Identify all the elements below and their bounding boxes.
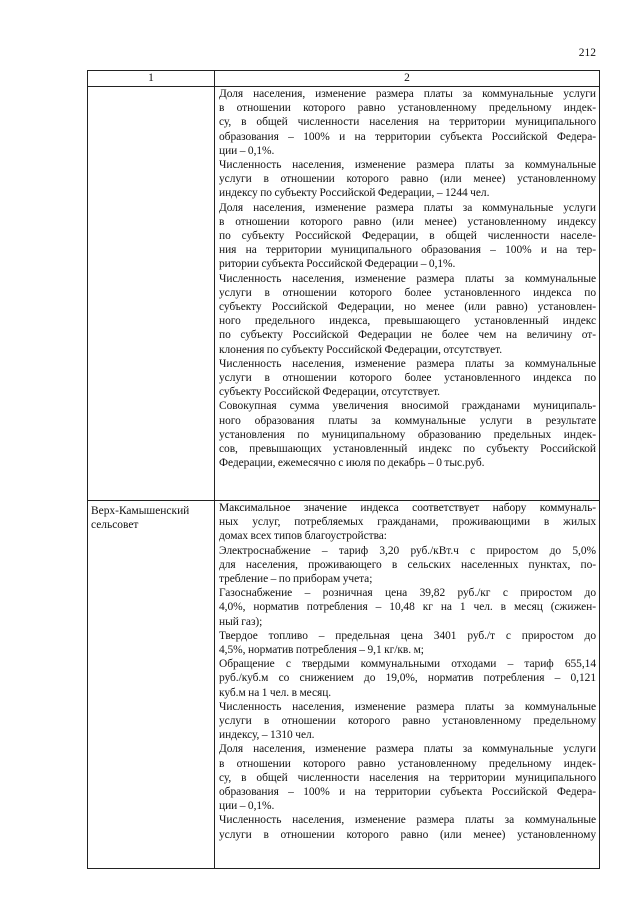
text-line: Доля населения, изменение размера платы за коммунальные услуги bbox=[219, 743, 596, 756]
text-line: в отношении которого равно установленному предельному индек- bbox=[219, 102, 596, 115]
document-table bbox=[87, 70, 600, 869]
text-line: услуги в отношении которого равно (или менее) установленному bbox=[219, 173, 596, 186]
text-line: требление – по приборам учета; bbox=[219, 573, 373, 586]
text-line: Численность населения, изменение размера платы за коммунальные bbox=[219, 272, 596, 285]
page-number: 212 bbox=[578, 47, 596, 59]
text-line: 4,5%, норматив потребления – 9,1 кг/кв. м; bbox=[219, 644, 424, 657]
column-header-1: 1 bbox=[88, 71, 215, 87]
text-line: куб.м на 1 чел. в месяц. bbox=[219, 686, 332, 699]
table-header-row bbox=[88, 71, 600, 87]
text-line: ции – 0,1%. bbox=[219, 800, 275, 813]
text-line: установления по муниципальному образованию предельных индек- bbox=[219, 428, 596, 441]
text-line: 4,0%, норматив потребления – 10,48 кг на 1 чел. в месяц (сжижен- bbox=[219, 601, 596, 614]
text-line: Электроснабжение – тариф 3,20 руб./кВт.ч с приростом до 5,0% bbox=[219, 544, 596, 557]
text-line: образования – 100% и на территории субъекта Российской Федера- bbox=[219, 786, 596, 799]
text-line: Газоснабжение – розничная цена 39,82 руб./кг с приростом до bbox=[219, 587, 596, 600]
municipality-name-line: Верх-Камышенский bbox=[91, 505, 190, 517]
text-line: Обращение с твердыми коммунальными отходами – тариф 655,14 bbox=[219, 658, 596, 671]
municipality-name-line: сельсовет bbox=[91, 519, 139, 532]
text-line: ния на территории муниципального образования – 100% и на тер- bbox=[219, 244, 596, 257]
text-line: Численность населения, изменение размера платы за коммунальные bbox=[219, 159, 596, 172]
text-line: услуги в отношении которого равно установленному предельному bbox=[219, 715, 596, 728]
text-paragraph bbox=[219, 501, 596, 544]
text-line: индексу по субъекту Российской Федерации, – 1244 чел. bbox=[219, 187, 490, 200]
description-cell bbox=[215, 501, 600, 869]
text-line: субъекту Российской Федерации, но менее (или равно) установлен- bbox=[219, 301, 596, 314]
text-line: образования – 100% и на территории субъекта Российской Федера- bbox=[219, 130, 596, 143]
text-line: для населения, проживающего в сельских населенных пунктах, по- bbox=[219, 558, 596, 571]
description-cell bbox=[215, 87, 600, 501]
text-line: клонения по субъекту Российской Федерации, отсутствует. bbox=[219, 343, 503, 356]
text-line: ного образования платы за коммунальные услуги в результате bbox=[219, 414, 596, 427]
text-line: в отношении которого равно установленному предельному индек- bbox=[219, 757, 596, 770]
text-line: Федерации, ежемесячно с июля по декабрь – 0 тыс.руб. bbox=[219, 457, 485, 470]
text-line: Совокупная сумма увеличения вносимой гражданами муниципаль- bbox=[219, 400, 596, 413]
text-line: по субъекту Российской Федерации, в общей численности населе- bbox=[219, 230, 596, 243]
text-paragraph bbox=[219, 544, 596, 587]
text-line: ного предельного индекса, превышающего установленный индекс bbox=[219, 315, 596, 328]
text-line: Доля населения, изменение размера платы за коммунальные услуги bbox=[219, 88, 596, 100]
text-line: услуги в отношении которого равно (или менее) установленному bbox=[219, 828, 596, 841]
text-paragraph bbox=[219, 657, 596, 700]
municipality-cell bbox=[88, 501, 215, 869]
text-line: Численность населения, изменение размера платы за коммунальные bbox=[219, 700, 596, 713]
text-line: ритории субъекта Российской Федерации – 0,1%. bbox=[219, 258, 456, 271]
text-line: Численность населения, изменение размера платы за коммунальные bbox=[219, 357, 596, 370]
text-line: сов, превышающих установленный индекс по субъекту Российской bbox=[219, 443, 596, 456]
text-paragraph bbox=[219, 700, 596, 743]
text-line: су, в общей численности населения на территории муниципального bbox=[219, 116, 596, 129]
text-line: руб./куб.м со снижением до 19,0%, норматив потребления – 0,121 bbox=[219, 672, 596, 685]
text-line: в отношении которого равно (или менее) установленному индексу bbox=[219, 215, 596, 228]
text-paragraph bbox=[219, 629, 596, 657]
text-paragraph bbox=[219, 272, 596, 357]
text-line: ных услуг, потребляемых гражданами, проживающими в жилых bbox=[219, 516, 596, 529]
column-header-2: 2 bbox=[215, 71, 600, 87]
text-line: домах всех типов благоустройства: bbox=[219, 530, 387, 543]
text-line: Твердое топливо – предельная цена 3401 руб./т с приростом до bbox=[219, 629, 596, 642]
table-row bbox=[88, 501, 600, 869]
text-paragraph bbox=[219, 201, 596, 272]
text-line: услуги в отношении которого более установленного индекса по bbox=[219, 286, 596, 299]
text-line: услуги в отношении которого более установленного индекса по bbox=[219, 372, 596, 385]
text-line: Доля населения, изменение размера платы за коммунальные услуги bbox=[219, 201, 596, 214]
text-line: по субъекту Российской Федерации не более чем на величину от- bbox=[219, 329, 596, 342]
text-line: субъекту Российской Федерации, отсутствует. bbox=[219, 386, 440, 399]
text-paragraph bbox=[219, 399, 596, 470]
text-paragraph bbox=[219, 87, 596, 158]
text-paragraph bbox=[219, 357, 596, 400]
text-paragraph bbox=[219, 158, 596, 201]
text-paragraph bbox=[219, 742, 596, 813]
municipality-cell bbox=[88, 87, 215, 501]
text-line: индексу, – 1310 чел. bbox=[219, 729, 315, 742]
text-line: Максимальное значение индекса соответствует набору коммуналь- bbox=[219, 502, 596, 514]
text-paragraph bbox=[219, 586, 596, 629]
text-line: Численность населения, изменение размера платы за коммунальные bbox=[219, 814, 596, 827]
table-row bbox=[88, 87, 600, 501]
text-line: су, в общей численности населения на территории муниципального bbox=[219, 771, 596, 784]
text-paragraph bbox=[219, 813, 596, 841]
text-line: ный газ); bbox=[219, 615, 263, 628]
text-line: ции – 0,1%. bbox=[219, 144, 275, 157]
